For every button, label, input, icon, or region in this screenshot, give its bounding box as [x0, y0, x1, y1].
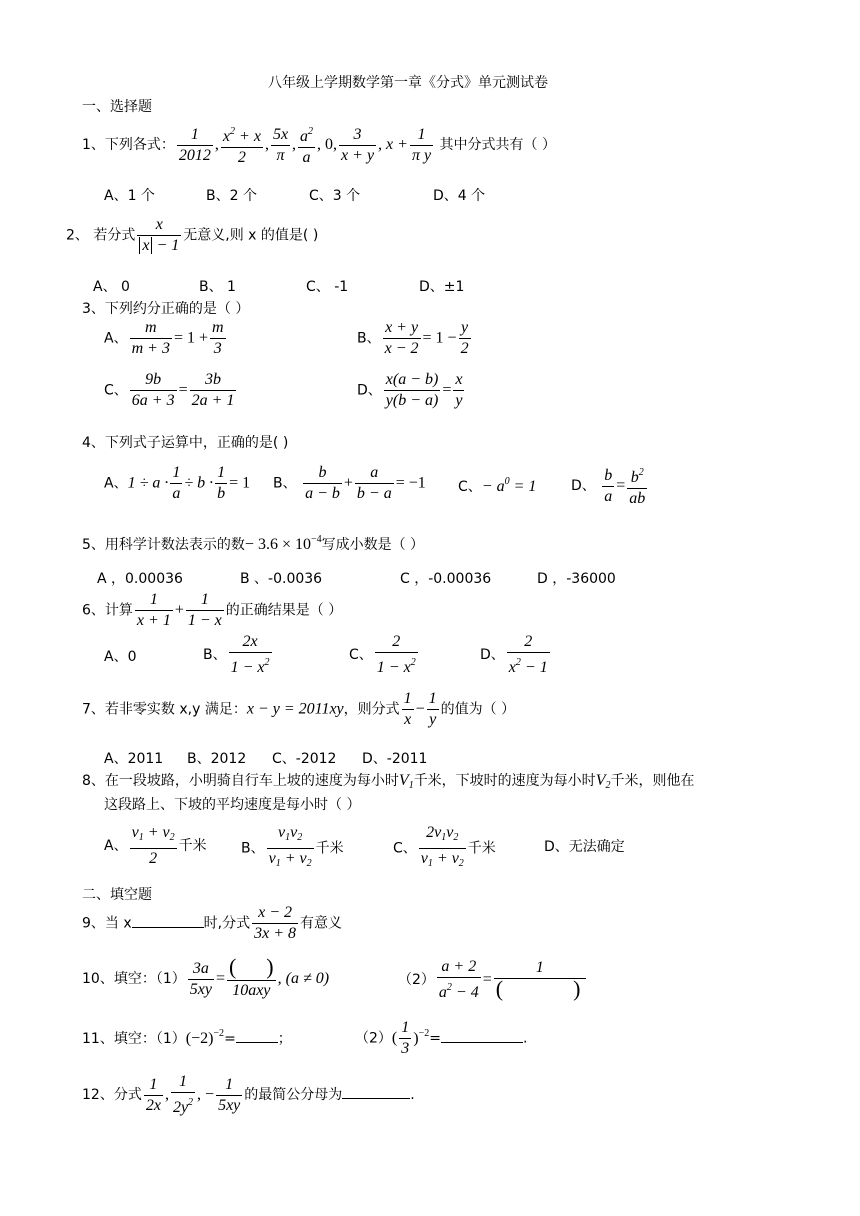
q2-prefix: 2、 若分式 [66, 227, 136, 244]
q5-option-c: C ，-0.00036 [400, 571, 492, 587]
section-heading-fill: 二、填空题 [82, 887, 152, 903]
q7-option-d: D、-2011 [362, 751, 428, 767]
q3-option-d: D、 $\frac{x(a - b)}{y(b - a)}$ = $\frac{x}{y}$ [357, 371, 463, 409]
question-4-stem: 4、下列式子运算中，正确的是( ) [82, 435, 289, 451]
question-11-part2: （2）( $\frac{1}{3}$ )$^{-2}$= . [355, 1019, 528, 1057]
question-11: 11、填空：$(1)(-2)^{-2}=$ ； [82, 1028, 292, 1047]
q8-option-b: B、 $\frac{v1v2}{v1 + v2}$ 千米 [241, 824, 344, 869]
q2-option-b: B、 1 [199, 279, 236, 295]
q1-option-c: C、3 个 [309, 188, 361, 204]
question-1: 1、下列各式： $\frac{1}{2012}$ , $\frac{x^2 + x}{2}$ , $\frac{5x}{\pi}$ , $\frac{a^2}{a}$ , 0, $\frac{3}{x + y}$ , x + $\frac{1}{\text{π y}}$ 其中分式共有（ ） [82, 122, 556, 168]
q11-2-answer-blank[interactable] [441, 1042, 523, 1043]
q2-option-d: D、±1 [419, 279, 465, 295]
q3-option-c: C、 $\frac{9b}{6a + 3}$ = $\frac{3b}{2a + 1}$ [104, 371, 235, 409]
question-7: 7、若非零实数 x,y 满足：x − y = 2011xy，则分式 $\frac{1}{x}$ − $\frac{1}{y}$ 的值为（ ） [82, 690, 516, 728]
question-5: 5、用科学计数法表示的数− $3.6 \times 10^{-4}$写成小数是（ ） [82, 534, 425, 553]
q1-option-a: A、1 个 [104, 188, 155, 204]
q5-option-d: D ，-36000 [537, 571, 616, 587]
q2-expr: $\frac{x}{x - 1}$ [137, 215, 181, 256]
q6-option-c: C、 $\frac{2}{1 - x^2}$ [349, 633, 416, 676]
q4-option-d: D、 $\frac{b}{a}$ = $\frac{b^2}{ab}$ [571, 463, 649, 509]
q1-expr: $\frac{1}{2012}$ [178, 125, 211, 164]
q1-option-b: B、2 个 [206, 188, 257, 204]
q6-option-a: A、0 [104, 649, 137, 665]
q6-option-d: D、 $\frac{2}{x^2 - 1}$ [480, 633, 548, 676]
question-10-part2: （2） $\frac{a + 2}{a^2 - 4}$ = $\frac{1}{( )}$ [398, 957, 588, 1003]
q1-suffix: 其中分式共有（ ） [439, 137, 556, 153]
q3-option-b: B、 $\frac{x + y}{x - 2}$ = 1 − $\frac{y}{2}$ [357, 319, 469, 357]
q5-option-b: B 、-0.0036 [240, 571, 323, 587]
question-6: 6、计算 $\frac{1}{x + 1}$ + $\frac{1}{1 - x}$ 的正确结果是（ ） [82, 591, 343, 629]
question-9: 9、当 x 时,分式 $\frac{x - 2}{3x + 8}$ 有意义 [82, 904, 343, 942]
q5-option-a: A ，0.00036 [97, 571, 183, 587]
q11-1-answer-blank[interactable] [236, 1042, 278, 1043]
q12-answer-blank[interactable] [342, 1098, 410, 1099]
question-2 [66, 215, 318, 256]
question-8-line1: 8、在一段坡路，小明骑自行车上坡的速度为每小时V1千米，下坡时的速度为每小时V2千米，则他在 [82, 772, 695, 791]
q8-option-a: A、 $\frac{v1 + v2}{2}$ 千米 [104, 824, 207, 867]
q4-option-b: B、 $\frac{b}{a - b}$ + $\frac{a}{b - a}$ = −1 [273, 464, 426, 502]
q3-option-a: A、 $\frac{m}{m + 3}$ = 1 + $\frac{m}{3}$ [104, 319, 224, 357]
page-title: 八年级上学期数学第一章《分式》单元测试卷 [268, 75, 548, 91]
q9-answer-blank[interactable] [132, 927, 204, 928]
section-heading-choice: 一、选择题 [82, 99, 152, 115]
question-12: 12、分式 $\frac{1}{2x}$ , $\frac{1}{2y^2}$ , − $\frac{1}{5xy}$ 的最简公分母为 . [82, 1073, 415, 1116]
q4-option-c: C、− $a^0 = 1$ [458, 476, 537, 495]
q1-option-d: D、4 个 [433, 188, 486, 204]
q5-expr: − $3.6 \times 10^{-4}$ [244, 534, 322, 553]
q1-prefix: 1、下列各式： [82, 137, 175, 153]
q8-option-c: C、 $\frac{2v1v2}{v1 + v2}$ 千米 [393, 824, 496, 869]
question-8-line2: 这段路上、下坡的平均速度是每小时（ ） [104, 797, 361, 813]
question-10: 10、填空：（1） $\frac{3a}{5xy}$ = $\frac{( )}{\text{10axy}}$ , (a ≠ 0) [82, 954, 330, 999]
q7-option-c: C、-2012 [272, 751, 337, 767]
q2-option-a: A、 0 [93, 279, 130, 295]
q7-option-a: A、2011 [104, 751, 164, 767]
q4-option-a: A、1 ÷ a · $\frac{1}{a}$ ÷ b · $\frac{1}{b}$ = 1 [104, 464, 251, 502]
q2-suffix: 无意义,则 x 的值是( ) [183, 227, 319, 244]
q2-option-c: C、 -1 [306, 279, 349, 295]
q7-option-b: B、2012 [187, 751, 247, 767]
q8-option-d: D、无法确定 [544, 839, 625, 855]
q6-option-b: B、 $\frac{2x}{1 - x^2}$ [203, 633, 270, 676]
question-3-stem: 3、下列约分正确的是（ ） [82, 301, 250, 317]
